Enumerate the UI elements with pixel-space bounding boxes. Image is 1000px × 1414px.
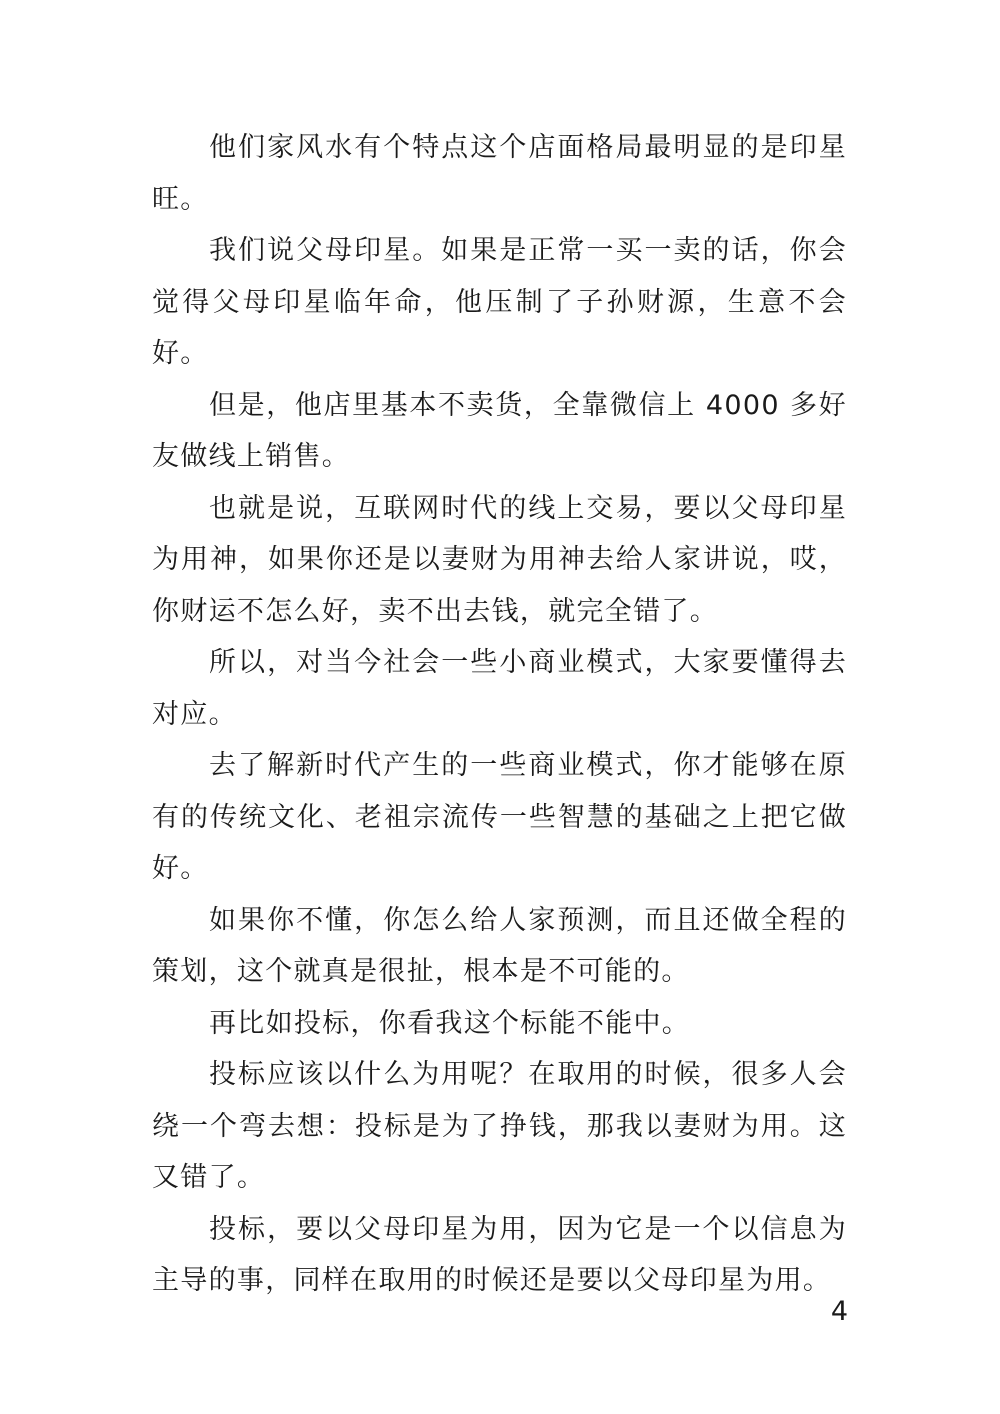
- paragraph-8: 再比如投标，你看我这个标能不能中。: [209, 1007, 691, 1039]
- page-number: 4: [830, 1296, 848, 1327]
- paragraph-4: 也就是说，互联网时代的线上交易，要以父母印星为用神，如果你还是以妻财为用神去给人家讲说，哎，你财运不怎么好，卖不出去钱，就完全错了。: [152, 492, 847, 627]
- paragraph-3: 但是，他店里基本不卖货，全靠微信上 4000 多好友做线上销售。: [152, 389, 847, 472]
- paragraph-6: 去了解新时代产生的一些商业模式，你才能够在原有的传统文化、老祖宗流传一些智慧的基础之上把它做好。: [152, 750, 847, 884]
- paragraph-9: 投标应该以什么为用呢？在取用的时候，很多人会绕一个弯去想：投标是为了挣钱，那我以妻财为用。这又错了。: [152, 1059, 847, 1193]
- paragraph-2: 我们说父母印星。如果是正常一买一卖的话，你会觉得父母印星临年命，他压制了子孙财源，生意不会好。: [152, 235, 847, 369]
- paragraph-5: 所以，对当今社会一些小商业模式，大家要懂得去对应。: [152, 647, 847, 730]
- paragraph-10: 投标，要以父母印星为用，因为它是一个以信息为主导的事，同样在取用的时候还是要以父母印星为用。: [152, 1213, 847, 1296]
- paragraph-7: 如果你不懂，你怎么给人家预测，而且还做全程的策划，这个就真是很扯，根本是不可能的。: [152, 904, 847, 987]
- paragraph-1: 他们家风水有个特点这个店面格局最明显的是印星旺。: [152, 132, 847, 215]
- body-text: [152, 122, 847, 1307]
